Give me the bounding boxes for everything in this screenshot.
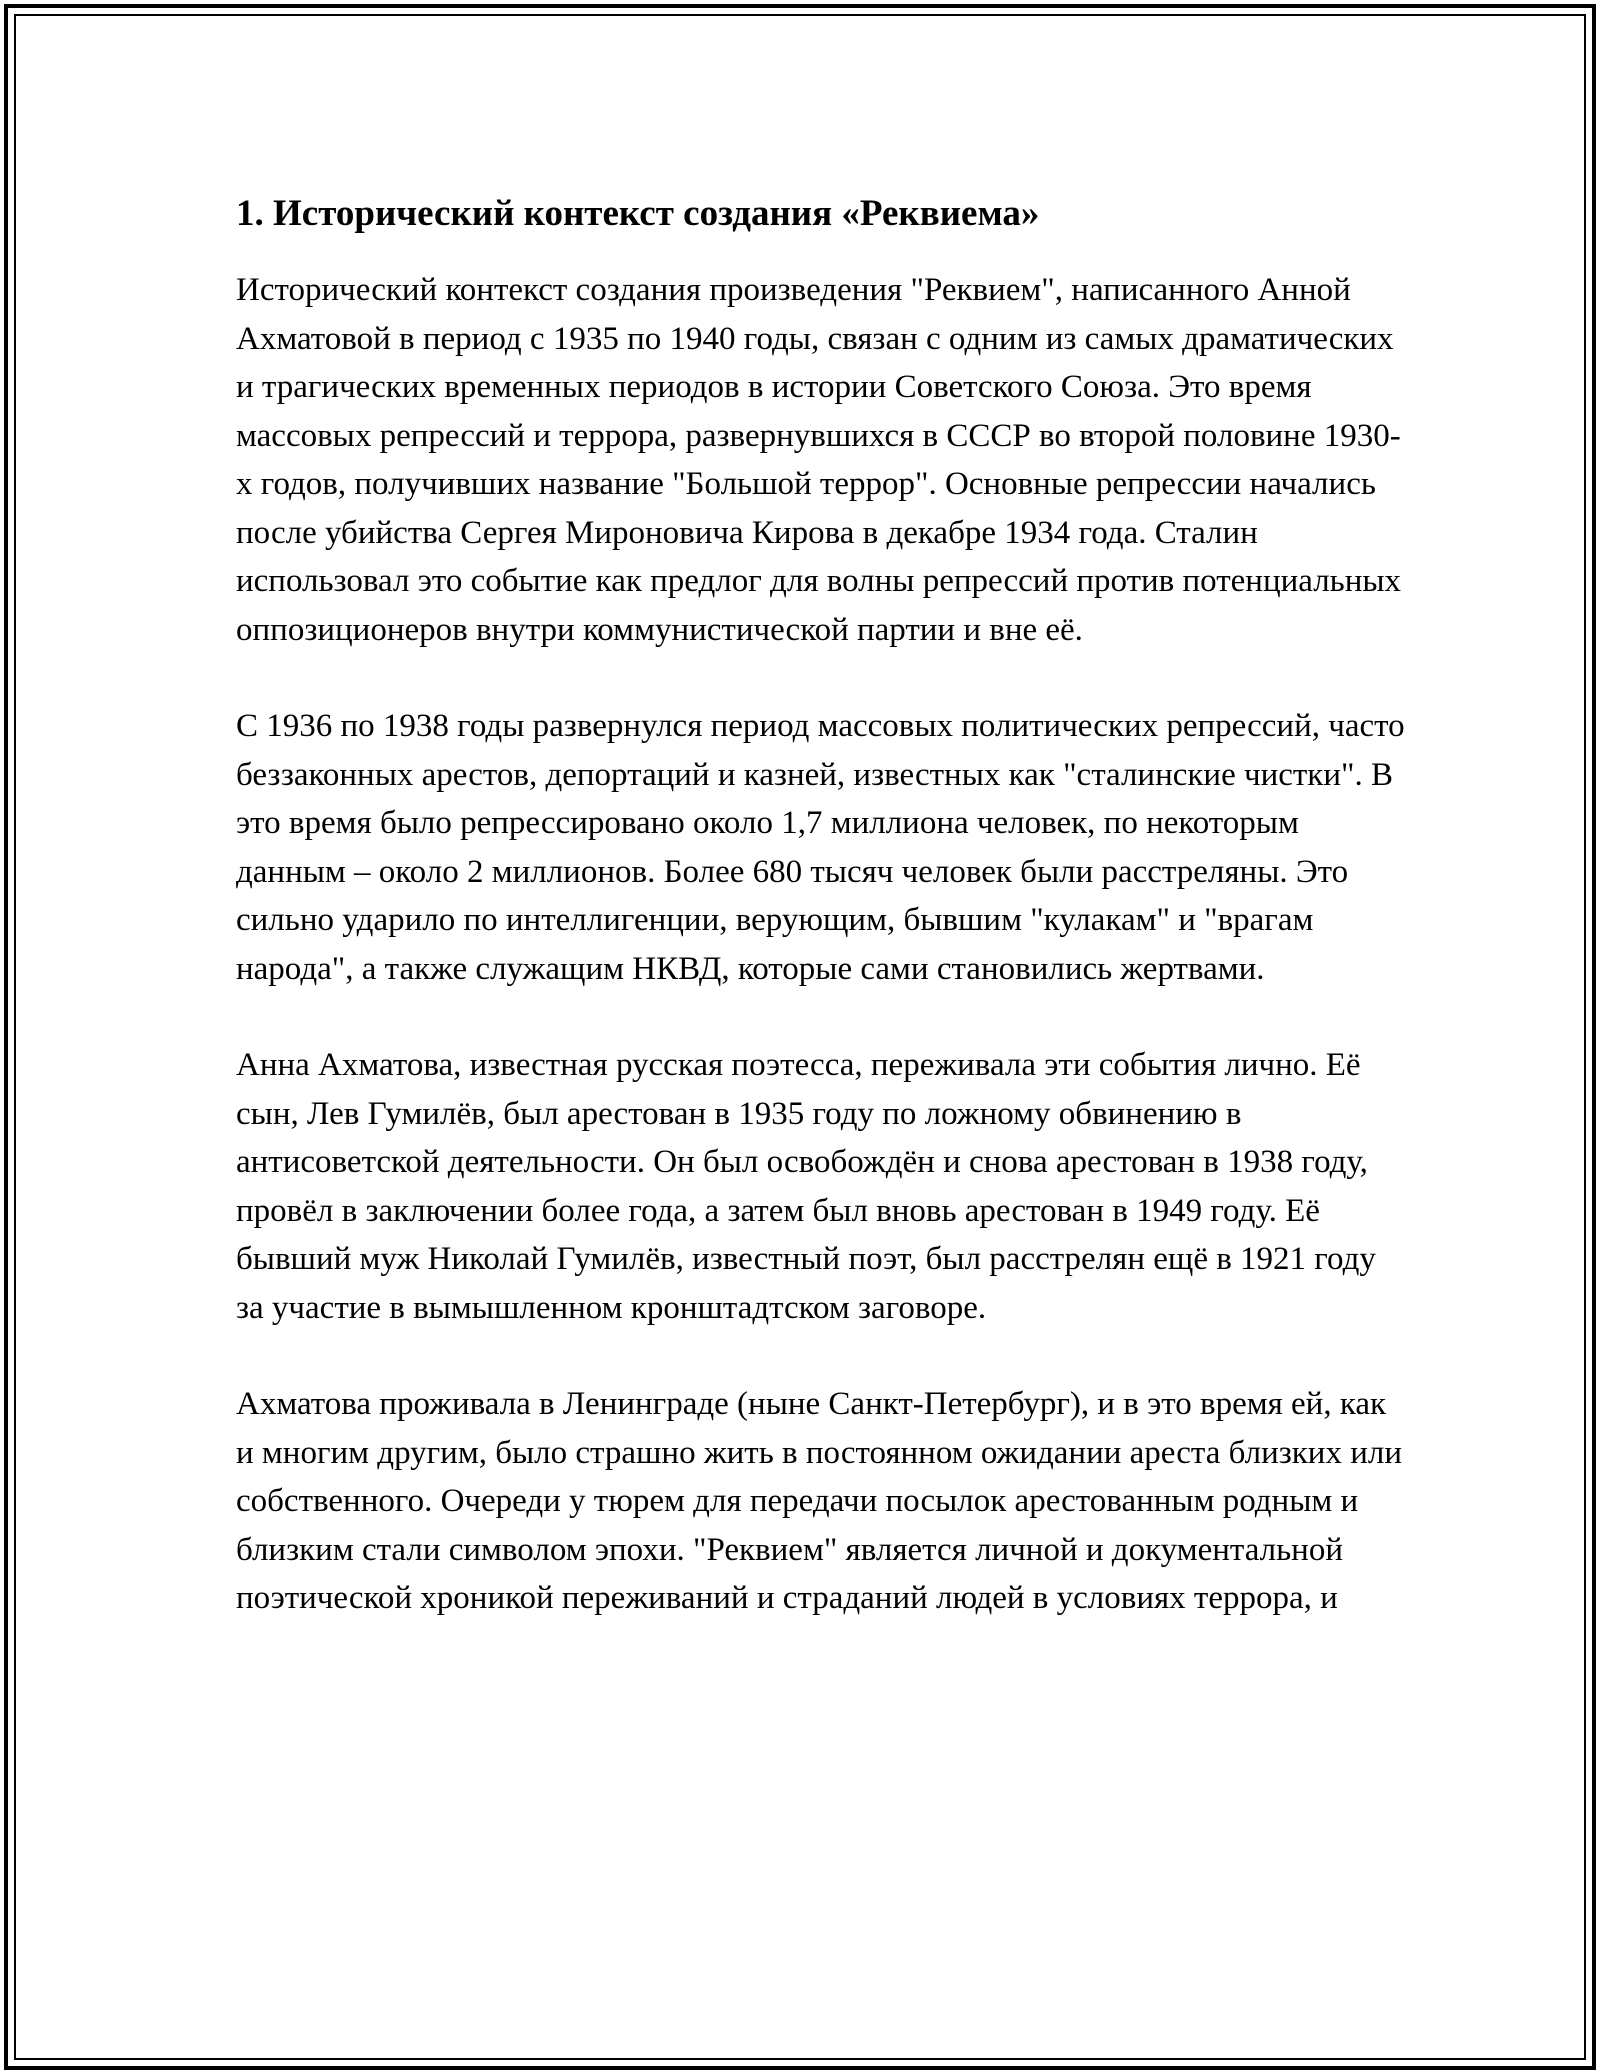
paragraph-great-purge: С 1936 по 1938 годы развернулся период массовых политических репрессий, часто беззаконных арестов, депортаций и казней, известных как "сталинские чистки". В это время было репрессировано около 1,7 миллиона человек, по некоторым данным – около 2 миллионов. Более 680 тысяч человек были расстреляны. Это сильно ударило по интеллигенции, верующим, бывшим "кулакам" и "врагам народа", а также служащим НКВД, которые сами становились жертвами. <box>236 708 1405 987</box>
paragraph-akhmatova-family: Анна Ахматова, известная русская поэтесса, переживала эти события лично. Её сын, Лев Гумилёв, был арестован в 1935 году по ложному обвинению в антисоветской деятельности. Он был освобождён и снова арестован в 1938 году, провёл в заключении более года, а затем был вновь арестован в 1949 году. Её бывший муж Николай Гумилёв, известный поэт, был расстрелян ещё в 1921 году за участие в вымышленном кронштадтском заговоре. <box>236 1047 1376 1326</box>
paragraph-leningrad-life: Ахматова проживала в Ленинграде (ныне Санкт-Петербург), и в это время ей, как и многим другим, было страшно жить в постоянном ожидании ареста близких или собственного. Очереди у тюрем для передачи посылок арестованным родным и близким стали символом эпохи. "Реквием" является личной и документальной поэтической хроникой переживаний и страданий людей в условиях террора, и <box>236 1386 1402 1616</box>
section-heading: 1. Исторический контекст создания «Реквиема» <box>236 193 1040 234</box>
paragraph-historical-context: Исторический контекст создания произведения "Реквием", написанного Анной Ахматовой в период с 1935 по 1940 годы, связан с одним из самых драматических и трагических временных периодов в истории Советского Союза. Это время массовых репрессий и террора, развернувшихся в СССР во второй половине 1930-х годов, получивших название "Большой террор". Основные репрессии начались после убийства Сергея Мироновича Кирова в декабре 1934 года. Сталин использовал это событие как предлог для волны репрессий против потенциальных оппозиционеров внутри коммунистической партии и вне её. <box>236 272 1402 648</box>
document-body <box>236 190 1406 1671</box>
